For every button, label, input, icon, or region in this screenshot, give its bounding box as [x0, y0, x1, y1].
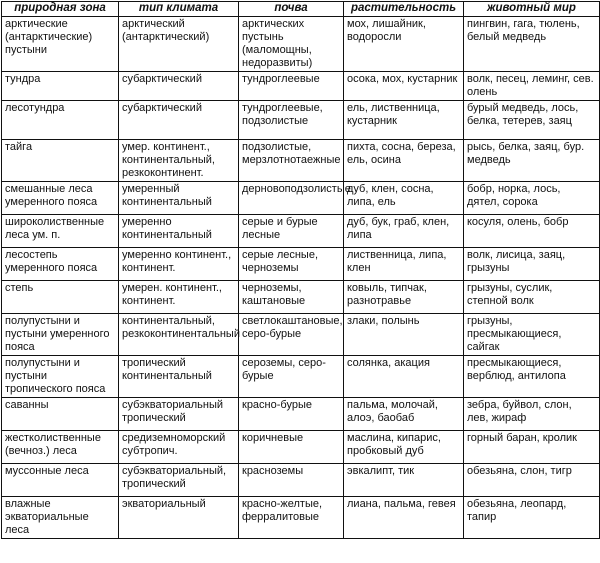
vegetation-cell: мох, лишайник, водоросли — [344, 17, 464, 72]
climate-cell: экваториальный — [119, 497, 239, 539]
vegetation-cell: эвкалипт, тик — [344, 464, 464, 497]
table-row — [2, 101, 600, 140]
fauna-cell: бурый медведь, лось, белка, тетерев, заяц — [464, 101, 600, 140]
soil-cell: красноземы — [239, 464, 344, 497]
fauna-cell: обезьяна, леопард, тапир — [464, 497, 600, 539]
zone-cell: полупустыни и пустыни тропического пояса — [2, 356, 119, 398]
table-row — [2, 398, 600, 431]
climate-cell: субарктический — [119, 72, 239, 101]
table-row — [2, 182, 600, 215]
vegetation-cell: ковыль, типчак, разнотравье — [344, 281, 464, 314]
climate-cell: средиземноморский субтропич. — [119, 431, 239, 464]
zone-cell: полупустыни и пустыни умеренного пояса — [2, 314, 119, 356]
vegetation-cell: дуб, клен, сосна, липа, ель — [344, 182, 464, 215]
climate-cell: умерен. континент., континент. — [119, 281, 239, 314]
zone-cell: влажные экваториальные леса — [2, 497, 119, 539]
table-row — [2, 281, 600, 314]
fauna-cell: грызуны, суслик, степной волк — [464, 281, 600, 314]
zone-cell: тайга — [2, 140, 119, 182]
soil-cell: арктических пустынь (маломощны, недоразвиты) — [239, 17, 344, 72]
natural-zones-table — [1, 1, 600, 539]
fauna-cell: волк, песец, леминг, сев. олень — [464, 72, 600, 101]
header-zone: природная зона — [2, 2, 119, 17]
climate-cell: тропический континентальный — [119, 356, 239, 398]
soil-cell: тундроглеевые, подзолистые — [239, 101, 344, 140]
zone-cell: широколиственные леса ум. п. — [2, 215, 119, 248]
zone-cell: тундра — [2, 72, 119, 101]
soil-cell: дерновоподзолистые — [239, 182, 344, 215]
climate-cell: субарктический — [119, 101, 239, 140]
header-climate: тип климата — [119, 2, 239, 17]
vegetation-cell: маслина, кипарис, пробковый дуб — [344, 431, 464, 464]
table-row — [2, 17, 600, 72]
vegetation-cell: злаки, полынь — [344, 314, 464, 356]
fauna-cell: косуля, олень, бобр — [464, 215, 600, 248]
climate-cell: арктический (антарктический) — [119, 17, 239, 72]
vegetation-cell: пихта, сосна, береза, ель, осина — [344, 140, 464, 182]
table-row — [2, 314, 600, 356]
soil-cell: коричневые — [239, 431, 344, 464]
fauna-cell: волк, лисица, заяц, грызуны — [464, 248, 600, 281]
vegetation-cell: солянка, акация — [344, 356, 464, 398]
climate-cell: субэкваториальный тропический — [119, 398, 239, 431]
fauna-cell: пресмыкающиеся, верблюд, антилопа — [464, 356, 600, 398]
soil-cell: сероземы, серо-бурые — [239, 356, 344, 398]
soil-cell: подзолистые, мерзлотнотаежные — [239, 140, 344, 182]
climate-cell: умер. континент., континентальный, резкоконтинент. — [119, 140, 239, 182]
fauna-cell: обезьяна, слон, тигр — [464, 464, 600, 497]
zone-cell: арктические (антарктические) пустыни — [2, 17, 119, 72]
zone-cell: лесостепь умеренного пояса — [2, 248, 119, 281]
soil-cell: серые лесные, черноземы — [239, 248, 344, 281]
fauna-cell: горный баран, кролик — [464, 431, 600, 464]
table-row — [2, 215, 600, 248]
header-row — [2, 2, 600, 17]
header-soil: почва — [239, 2, 344, 17]
soil-cell: красно-желтые, ферралитовые — [239, 497, 344, 539]
soil-cell: тундроглеевые — [239, 72, 344, 101]
climate-cell: континентальный, резкоконтинентальный — [119, 314, 239, 356]
table-row — [2, 248, 600, 281]
table-row — [2, 431, 600, 464]
soil-cell: черноземы, каштановые — [239, 281, 344, 314]
soil-cell: светлокаштановые, серо-бурые — [239, 314, 344, 356]
zone-cell: смешанные леса умеренного пояса — [2, 182, 119, 215]
fauna-cell: пингвин, гага, тюлень, белый медведь — [464, 17, 600, 72]
fauna-cell: зебра, буйвол, слон, лев, жираф — [464, 398, 600, 431]
climate-cell: умеренно континентальный — [119, 215, 239, 248]
zone-cell: степь — [2, 281, 119, 314]
soil-cell: серые и бурые лесные — [239, 215, 344, 248]
table-row — [2, 464, 600, 497]
soil-cell: красно-бурые — [239, 398, 344, 431]
header-fauna: животный мир — [464, 2, 600, 17]
zone-cell: муссонные леса — [2, 464, 119, 497]
vegetation-cell: лиана, пальма, гевея — [344, 497, 464, 539]
vegetation-cell: пальма, молочай, алоэ, баобаб — [344, 398, 464, 431]
vegetation-cell: лиственница, липа, клен — [344, 248, 464, 281]
zone-cell: саванны — [2, 398, 119, 431]
header-vegetation: растительность — [344, 2, 464, 17]
zone-cell: жестколиственные (вечноз.) леса — [2, 431, 119, 464]
table-row — [2, 72, 600, 101]
table-row — [2, 140, 600, 182]
table-row — [2, 497, 600, 539]
vegetation-cell: осока, мох, кустарник — [344, 72, 464, 101]
vegetation-cell: дуб, бук, граб, клен, липа — [344, 215, 464, 248]
climate-cell: субэкваториальный, тропический — [119, 464, 239, 497]
zone-cell: лесотундра — [2, 101, 119, 140]
fauna-cell: грызуны, пресмыкающиеся, сайгак — [464, 314, 600, 356]
climate-cell: умеренно континент., континент. — [119, 248, 239, 281]
climate-cell: умеренный континентальный — [119, 182, 239, 215]
vegetation-cell: ель, лиственница, кустарник — [344, 101, 464, 140]
fauna-cell: бобр, норка, лось, дятел, сорока — [464, 182, 600, 215]
table-row — [2, 356, 600, 398]
fauna-cell: рысь, белка, заяц, бур. медведь — [464, 140, 600, 182]
